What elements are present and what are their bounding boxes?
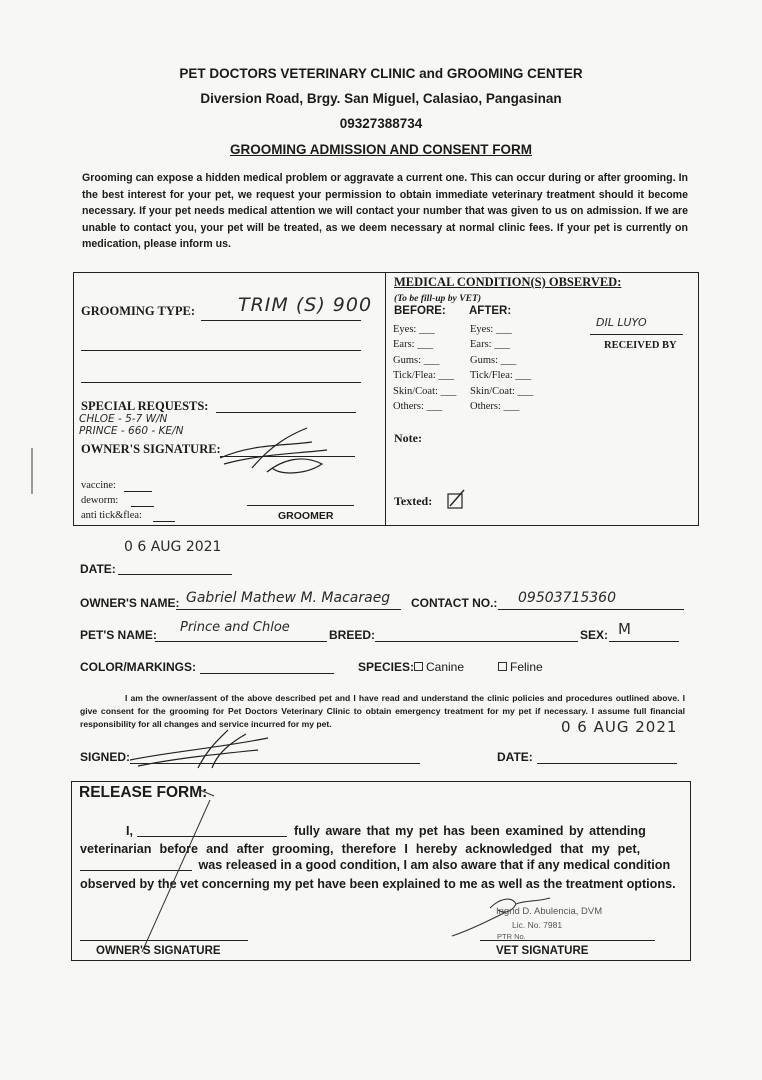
vet-ptr-stamp: PTR No. bbox=[497, 932, 526, 941]
color-markings-label: COLOR/MARKINGS: bbox=[80, 660, 196, 674]
contact-label: CONTACT NO.: bbox=[411, 596, 498, 610]
canine-checkbox[interactable] bbox=[414, 662, 423, 671]
antitick-label: anti tick&flea: bbox=[81, 510, 142, 521]
pet-name-line[interactable] bbox=[155, 641, 327, 642]
grooming-type-label: GROOMING TYPE: bbox=[81, 304, 196, 318]
release-slash-mark bbox=[128, 788, 218, 956]
groomer-line[interactable] bbox=[247, 505, 354, 506]
signed-date-label: DATE: bbox=[497, 750, 533, 764]
signed-label: SIGNED: bbox=[80, 750, 131, 764]
owner-signature-label: OWNER'S SIGNATURE: bbox=[81, 442, 221, 456]
species-option-canine[interactable]: Canine bbox=[414, 660, 464, 674]
after-item-ears: Ears: ___ bbox=[470, 339, 510, 351]
deworm-line[interactable] bbox=[131, 506, 154, 507]
owner-name-line[interactable] bbox=[176, 609, 401, 610]
before-item-ears: Ears: ___ bbox=[393, 339, 433, 351]
special-request-line: CHLOE - 5-7 W/N bbox=[79, 413, 168, 425]
signed-date-stamp: 0 6 AUG 2021 bbox=[561, 718, 678, 736]
before-label: BEFORE: bbox=[394, 305, 446, 317]
sex-value: M bbox=[618, 620, 631, 638]
consent-paragraph: I am the owner/assent of the above described pet and I have read and understand the clinic policies and procedures outlined above. I give consent for the grooming for Pet Doctors Veterinary Clinic to obtain emergency treatment for my pet if necessary. I assume full financial responsibility for all changes and service incurred for my pet. bbox=[80, 693, 685, 729]
grooming-type-value: TRIM (S) 900 bbox=[238, 294, 373, 316]
special-requests-values bbox=[79, 413, 183, 437]
grooming-type-line[interactable] bbox=[201, 320, 361, 321]
before-item-eyes: Eyes: ___ bbox=[393, 324, 435, 335]
vet-signature-label: VET SIGNATURE bbox=[496, 945, 589, 957]
contact-line[interactable] bbox=[498, 609, 684, 610]
release-i-label: I, bbox=[126, 824, 133, 838]
pet-name-value: Prince and Chloe bbox=[180, 620, 290, 635]
before-items-list bbox=[393, 322, 456, 414]
after-item-skincoat: Skin/Coat: ___ bbox=[470, 385, 534, 397]
clinic-phone: 09327388734 bbox=[339, 116, 423, 131]
after-item-tickflea: Tick/Flea: ___ bbox=[470, 370, 532, 382]
before-item-skincoat: Skin/Coat: ___ bbox=[393, 385, 457, 397]
received-by-line[interactable] bbox=[590, 334, 683, 335]
date-label: DATE: bbox=[80, 562, 116, 576]
species-option-feline[interactable]: Feline bbox=[498, 660, 543, 674]
color-markings-line[interactable] bbox=[200, 673, 334, 674]
owner-name-label: OWNER'S NAME: bbox=[80, 596, 180, 610]
special-request-line: PRINCE - 660 - KE/N bbox=[79, 425, 184, 437]
vaccine-label: vaccine: bbox=[81, 480, 116, 491]
received-by-label: RECEIVED BY bbox=[604, 340, 677, 351]
release-owner-signature-line[interactable] bbox=[80, 940, 248, 941]
after-item-others: Others: ___ bbox=[470, 401, 520, 413]
deworm-label: deworm: bbox=[81, 495, 119, 506]
release-text-2: veterinarian before and after grooming, therefore I hereby acknowledged that my pet, bbox=[80, 842, 641, 856]
intro-paragraph: Grooming can expose a hidden medical problem or aggravate a current one. This can occur during or after grooming. In the best interest for your pet, we request your permission to obtain immediate veterinary treatment should it become necessary. If your pet needs medical attention we will contact your number that was given to us on admission. If we are unable to contact you, your pet will be treated, as we deem necessary at normal clinic fees. If your pet is currently on medication, please inform us. bbox=[82, 172, 688, 251]
clinic-name: PET DOCTORS VETERINARY CLINIC and GROOMING CENTER bbox=[179, 66, 583, 81]
medical-subtitle: (To be fill-up by VET) bbox=[394, 293, 482, 304]
texted-label: Texted: bbox=[394, 494, 433, 508]
before-item-others: Others: ___ bbox=[393, 401, 443, 413]
texted-checkbox[interactable] bbox=[446, 488, 468, 510]
note-label: Note: bbox=[394, 431, 422, 445]
received-by-value: DIL LUYO bbox=[596, 316, 647, 329]
after-label: AFTER: bbox=[469, 305, 512, 317]
date-line[interactable] bbox=[118, 574, 232, 575]
sex-line[interactable] bbox=[609, 641, 679, 642]
breed-label: BREED: bbox=[329, 628, 376, 642]
before-item-tickflea: Tick/Flea: ___ bbox=[393, 370, 455, 382]
box-divider bbox=[385, 272, 386, 525]
medical-title: MEDICAL CONDITION(S) OBSERVED: bbox=[394, 275, 622, 289]
release-text-4: observed by the vet concerning my pet have been explained to me as well as the treatment options. bbox=[80, 877, 676, 891]
sex-label: SEX: bbox=[580, 628, 609, 642]
vet-lic-stamp: Lic. No. 7981 bbox=[512, 920, 563, 930]
vaccine-line[interactable] bbox=[124, 491, 152, 492]
release-text-3: was released in a good condition, I am also aware that if any medical condition bbox=[198, 858, 671, 872]
feline-checkbox[interactable] bbox=[498, 662, 507, 671]
vet-name-stamp: Ingrid D. Abulencia, DVM bbox=[496, 906, 603, 917]
grooming-blank-line-1[interactable] bbox=[81, 350, 361, 351]
antitick-line[interactable] bbox=[153, 521, 175, 522]
vet-signature-line[interactable] bbox=[480, 940, 655, 941]
species-label: SPECIES: bbox=[358, 660, 415, 674]
special-requests-label: SPECIAL REQUESTS: bbox=[81, 399, 209, 413]
groomer-label: GROOMER bbox=[278, 510, 334, 522]
date-stamp: 0 6 AUG 2021 bbox=[124, 539, 222, 555]
signed-date-line[interactable] bbox=[537, 763, 677, 764]
contact-value: 09503715360 bbox=[518, 590, 616, 606]
special-requests-line[interactable] bbox=[216, 412, 356, 413]
release-text-1: fully aware that my pet has been examined by attending bbox=[294, 824, 646, 838]
form-title: GROOMING ADMISSION AND CONSENT FORM bbox=[230, 142, 532, 157]
clinic-address: Diversion Road, Brgy. San Miguel, Calasiao, Pangasinan bbox=[200, 91, 562, 106]
after-item-gums: Gums: ___ bbox=[470, 354, 517, 366]
grooming-blank-line-2[interactable] bbox=[81, 382, 361, 383]
after-items-list bbox=[470, 322, 533, 414]
owner-signature-scribble bbox=[212, 424, 347, 480]
release-title: RELEASE FORM: bbox=[79, 784, 208, 801]
pet-name-label: PET'S NAME: bbox=[80, 628, 157, 642]
signed-signature-scribble bbox=[128, 728, 278, 772]
release-owner-signature-label: OWNER'S SIGNATURE bbox=[96, 945, 221, 957]
before-item-gums: Gums: ___ bbox=[393, 354, 440, 366]
breed-line[interactable] bbox=[375, 641, 578, 642]
after-item-eyes: Eyes: ___ bbox=[470, 324, 512, 335]
owner-name-value: Gabriel Mathew M. Macaraeg bbox=[186, 590, 391, 606]
margin-mark bbox=[31, 448, 33, 494]
